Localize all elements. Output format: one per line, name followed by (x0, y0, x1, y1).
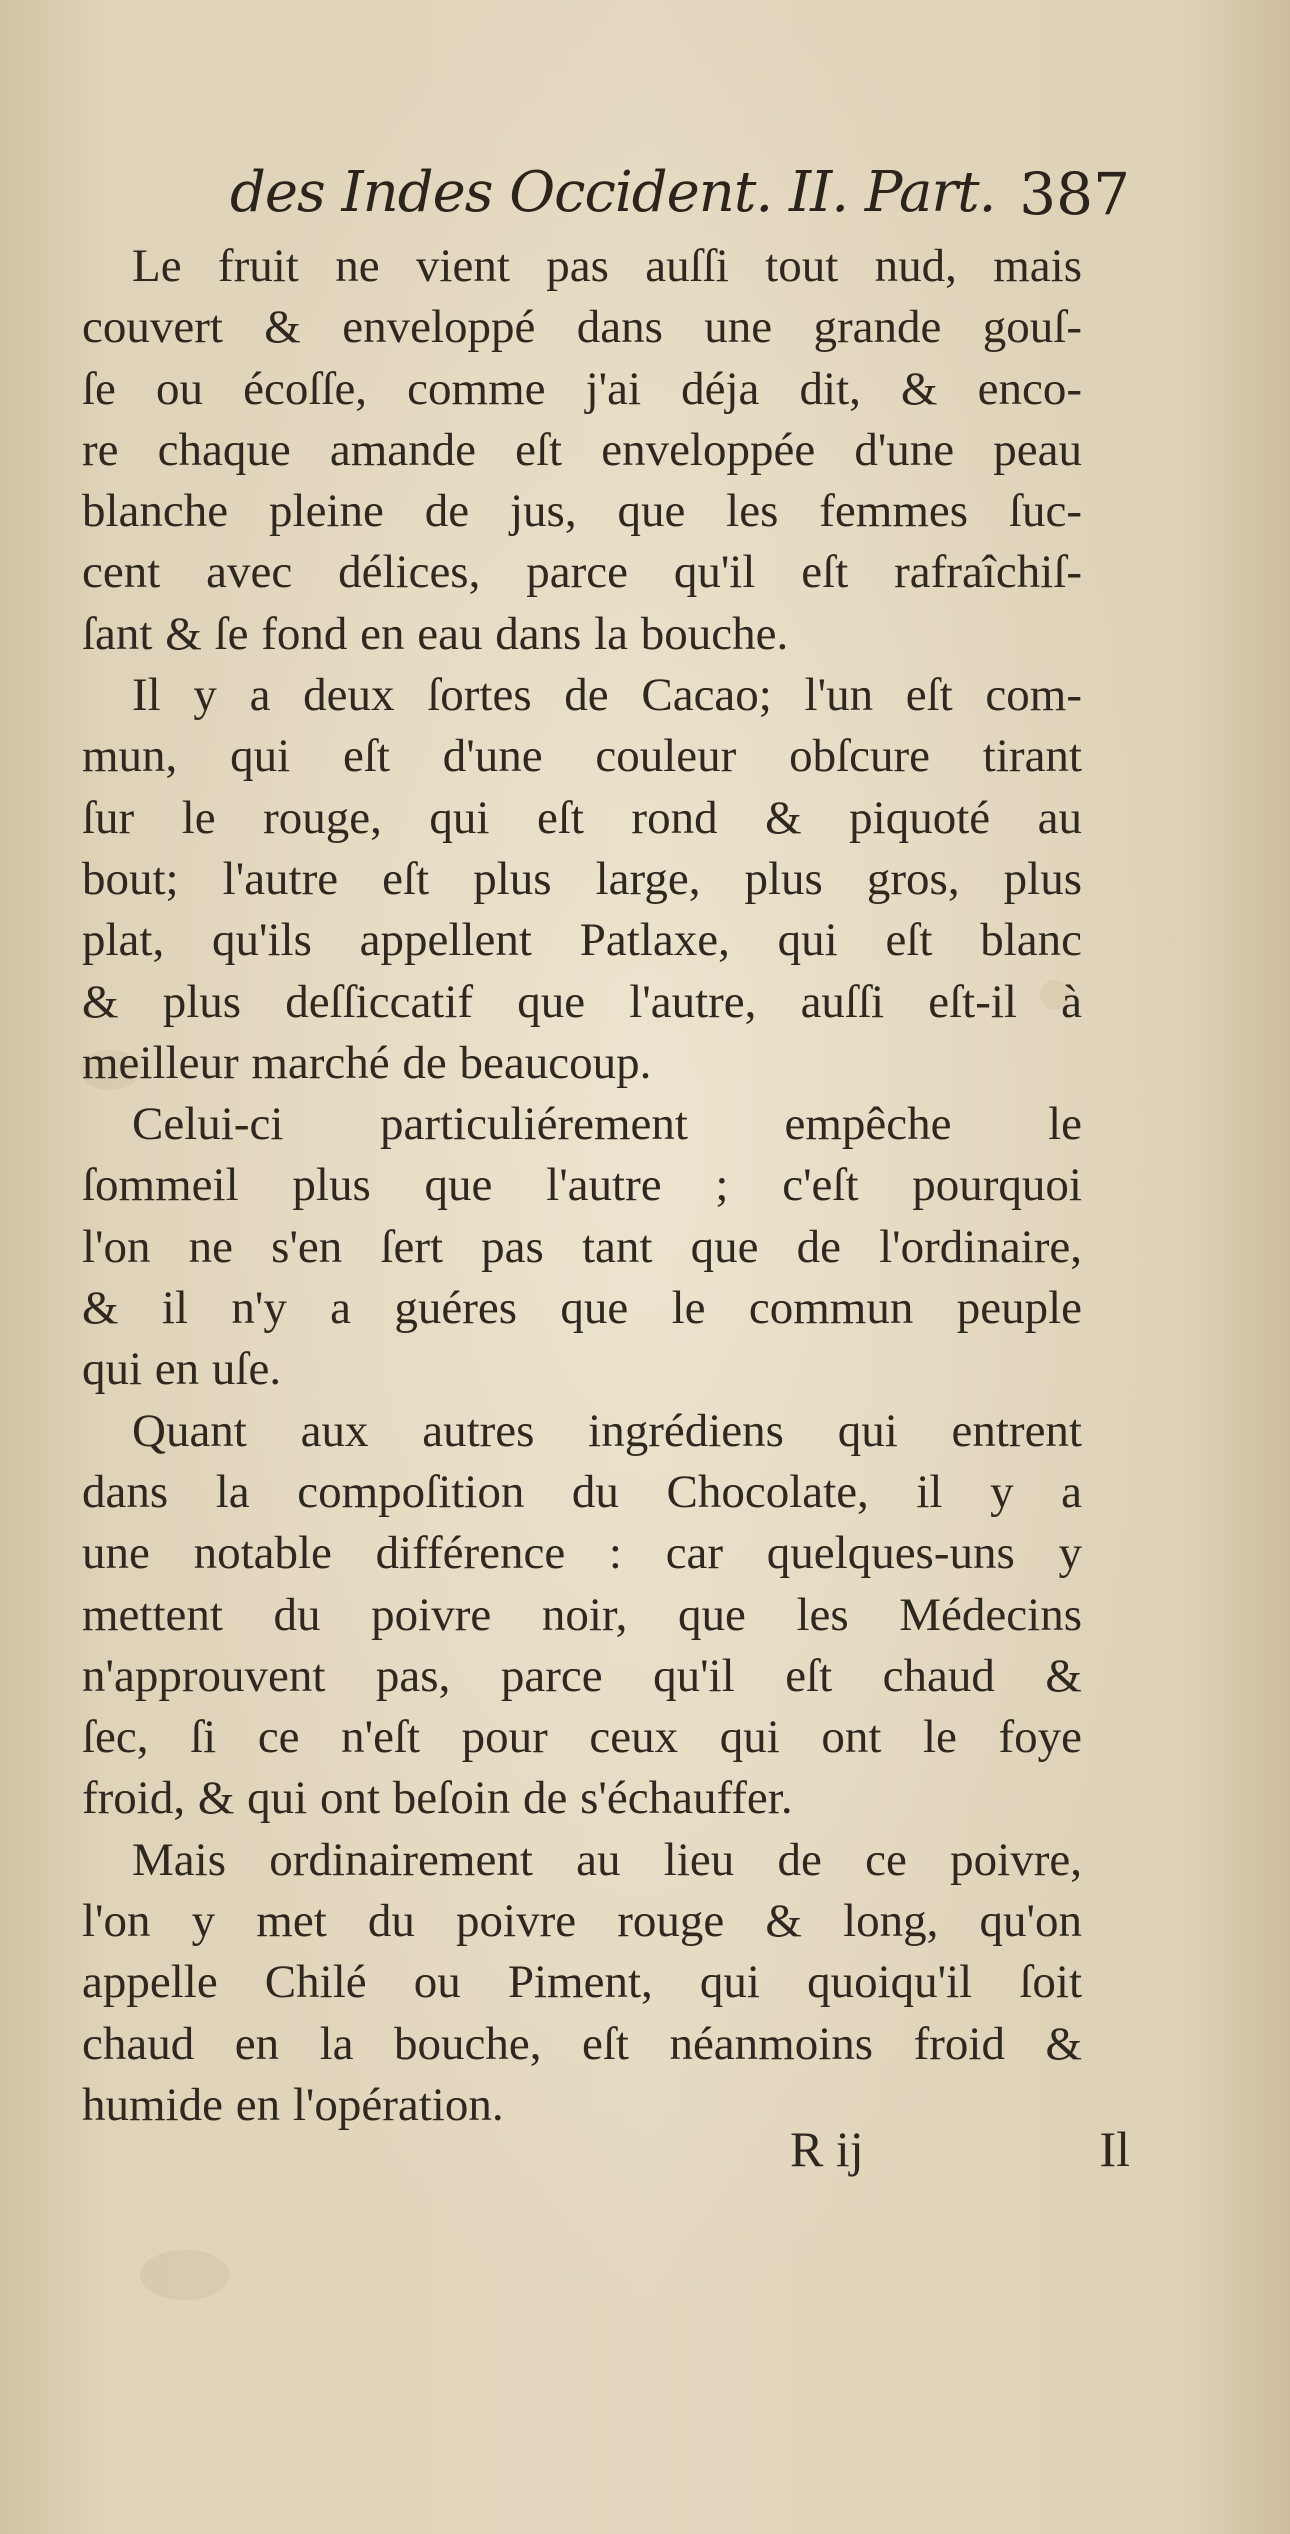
text-line: humide en l'opération. (82, 2078, 504, 2131)
paragraph (82, 1401, 1082, 1830)
text-line: froid, & qui ont beſoin de s'échauffer. (82, 1772, 793, 1825)
text-line: l'on ne s'en ſert pas tant que de l'ordinaire, (82, 1220, 1082, 1273)
signature-mark: R ij (790, 2121, 864, 2177)
text-line: dans la compoſition du Chocolate, il y a (82, 1465, 1082, 1518)
paragraph (82, 1094, 1082, 1400)
paragraph (82, 665, 1082, 1094)
text-line: l'on y met du poivre rouge & long, qu'on (82, 1895, 1082, 1948)
paragraph (82, 1830, 1082, 2136)
page-number: 387 (1019, 160, 1130, 228)
text-line: meilleur marché de beaucoup. (82, 1036, 652, 1089)
text-line: couvert & enveloppé dans une grande gouſ- (82, 301, 1082, 354)
text-line: ſommeil plus que l'autre ; c'eſt pourquoi (82, 1159, 1082, 1212)
text-line: mettent du poivre noir, que les Médecins (82, 1588, 1082, 1641)
page-footer (790, 2120, 1130, 2190)
text-line: ſant & ſe fond en eau dans la bouche. (82, 607, 789, 660)
text-line: blanche pleine de jus, que les femmes ſuc- (82, 485, 1082, 538)
text-line: Quant aux autres ingrédiens qui entrent (132, 1404, 1082, 1457)
text-line: mun, qui eſt d'une couleur obſcure tirant (82, 730, 1082, 783)
paragraph (82, 236, 1082, 665)
text-line: ſec, ſi ce n'eſt pour ceux qui ont le foye (82, 1711, 1082, 1764)
text-line: chaud en la bouche, eſt néanmoins froid & (82, 2017, 1082, 2070)
running-title: des Indes Occident. II. Part. (230, 160, 996, 225)
text-line: n'approuvent pas, parce qu'il eſt chaud & (82, 1649, 1082, 1702)
text-line: une notable différence : car quelques-uns y (82, 1527, 1082, 1580)
text-line: & il n'y a guéres que le commun peuple (82, 1282, 1082, 1335)
text-line: qui en uſe. (82, 1343, 282, 1396)
text-line: ſur le rouge, qui eſt rond & piquoté au (82, 791, 1082, 844)
text-line: Celui-ci particuliérement empêche le (132, 1098, 1082, 1151)
text-line: Le fruit ne vient pas auſſi tout nud, mais (132, 240, 1082, 292)
text-line: bout; l'autre eſt plus large, plus gros, plus (82, 852, 1082, 905)
catchword: Il (1099, 2121, 1130, 2177)
text-line: plat, qu'ils appellent Patlaxe, qui eſt blanc (82, 914, 1082, 967)
text-line: Il y a deux ſortes de Cacao; l'un eſt com- (132, 669, 1082, 722)
text-line: appelle Chilé ou Piment, qui quoiqu'il ſoit (82, 1956, 1082, 2009)
page-header (230, 160, 1130, 240)
paper-stain (140, 2250, 230, 2300)
body-text (82, 236, 1082, 2136)
text-line: & plus deſſiccatif que l'autre, auſſi eſt-il à (82, 975, 1082, 1028)
text-line: Mais ordinairement au lieu de ce poivre, (132, 1833, 1082, 1886)
text-line: ſe ou écoſſe, comme j'ai déja dit, & enco- (82, 362, 1082, 415)
text-line: cent avec délices, parce qu'il eſt rafraîchiſ- (82, 546, 1082, 599)
text-line: re chaque amande eſt enveloppée d'une peau (82, 423, 1082, 476)
